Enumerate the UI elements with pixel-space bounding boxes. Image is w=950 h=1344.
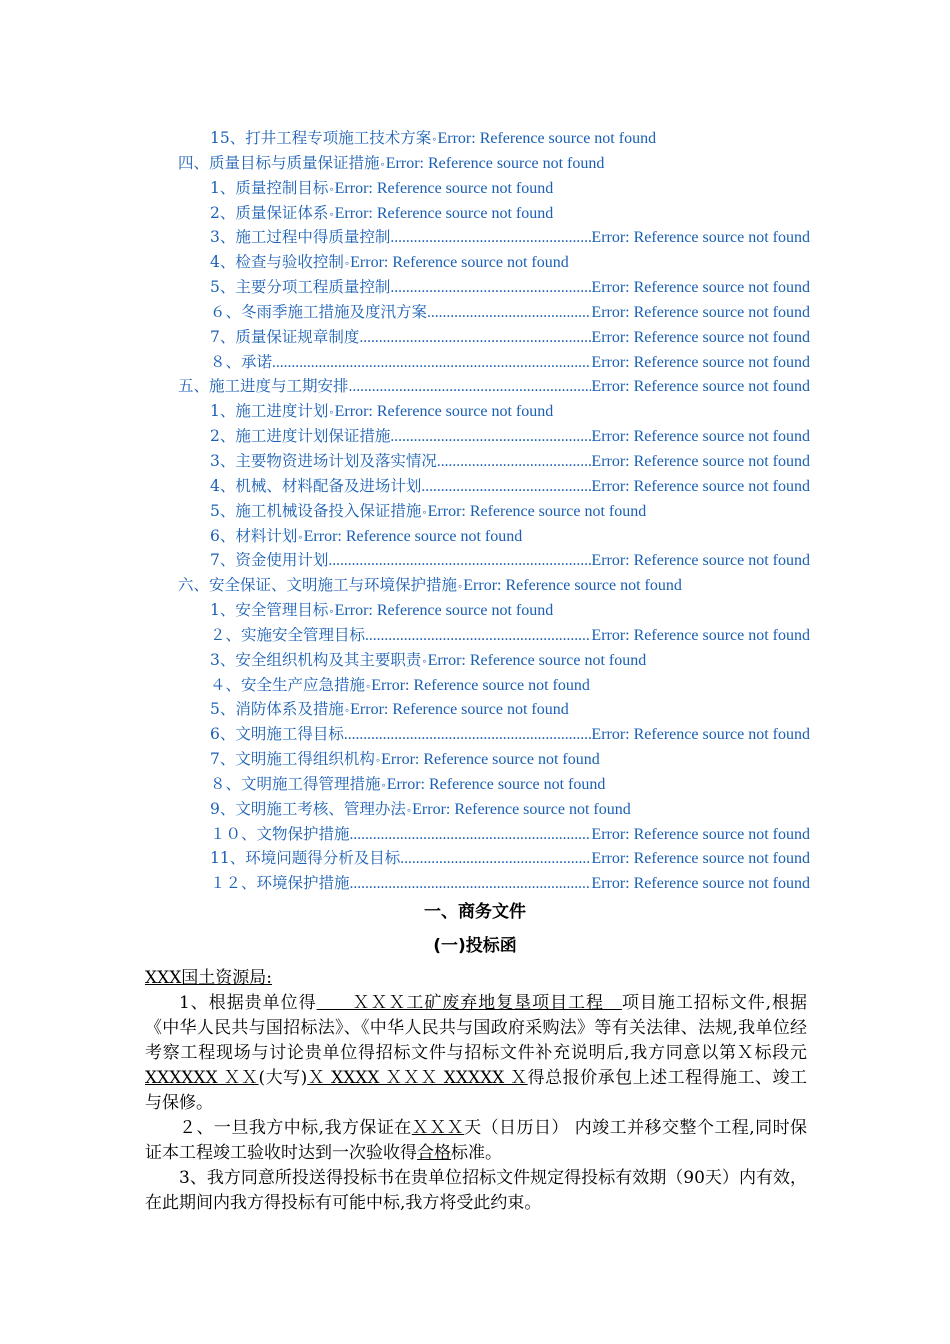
toc-entry[interactable] [178,722,810,747]
toc-entry-reference: Error: Reference source not found [427,651,647,669]
toc-dot-leader [365,624,591,649]
toc-dot-leader [349,375,592,400]
toc-entry[interactable] [178,474,810,499]
toc-entry-reference: Error: Reference source not found [591,552,810,570]
tab-marker-icon: ◦ [329,604,334,619]
toc-entry-reference: Error: Reference source not found [591,303,810,321]
toc-dot-leader [359,326,591,351]
toc-entry-label: 11、环境问题得分析及目标 [210,849,401,868]
toc-entry-reference: Error: Reference source not found [371,676,590,694]
acceptance-grade: 合格 [417,1143,451,1163]
addressee [145,966,807,991]
toc-entry[interactable] [178,772,810,797]
toc-entry[interactable] [178,747,810,772]
toc-entry-label: 4、检查与验收控制 [210,253,344,272]
para2-text-b: 天（日历日） 内竣工并移交整个工程,同时保证本工程竣工验收时达到一次验收得 [145,1118,808,1163]
paragraph-3: 3、我方同意所投送得投标书在贵单位招标文件规定得投标有效期（90天）内有效，在此期间内我方得投标有可能中标,我方将受此约束。 [145,1168,807,1213]
tab-marker-icon: ◦ [422,653,427,668]
toc-entry[interactable] [178,524,810,549]
toc-entry-label: 五、施工进度与工期安排 [178,377,349,396]
toc-entry-label: 四、质量目标与质量保证措施 [178,153,380,172]
subsection-title: (一)投标函 [433,936,517,956]
toc-entry[interactable] [178,300,810,325]
tab-marker-icon: ◦ [380,156,385,171]
addressee-text: XXX国土资源局: [145,968,273,988]
toc-entry[interactable] [178,325,810,350]
toc-entry[interactable] [178,424,810,449]
project-name: ＸＸＸ工矿废弃地复垦项目工程 [316,993,622,1013]
toc-entry-label: 六、安全保证、文明施工与环境保护措施 [178,576,458,595]
toc-entry[interactable] [178,822,810,847]
toc-entry[interactable] [178,250,810,275]
toc-entry[interactable] [178,846,810,871]
toc-entry[interactable] [178,399,810,424]
tab-marker-icon: ◦ [422,504,427,519]
para1-text-d: 得总报价承包上述工程得施工、竣工与保修。 [145,1068,808,1113]
tab-marker-icon: ◦ [344,256,350,271]
toc-entry-reference: Error: Reference source not found [334,204,554,222]
toc-entry-label: １２、环境保护措施 [210,874,350,893]
toc-entry-reference: Error: Reference source not found [334,602,554,620]
toc-entry-reference: Error: Reference source not found [591,428,810,446]
tab-marker-icon: ◦ [329,405,334,420]
toc-entry[interactable] [178,126,810,151]
toc-dot-leader [344,723,592,748]
tab-marker-icon: ◦ [381,777,386,792]
toc-entry-reference: Error: Reference source not found [350,254,569,272]
toc-dot-leader [390,226,591,251]
toc-entry-reference: Error: Reference source not found [381,751,600,769]
toc-entry-reference: Error: Reference source not found [591,328,810,346]
toc-entry-reference: Error: Reference source not found [591,477,810,495]
toc-entry-label: 3、安全组织机构及其主要职责 [210,650,422,669]
toc-entry[interactable] [178,673,810,698]
para1-text-c: (大写) [258,1068,308,1088]
table-of-contents [178,126,810,896]
toc-entry[interactable] [178,623,810,648]
toc-dot-leader [427,301,591,326]
toc-entry-label: ４、安全生产应急措施 [210,675,366,694]
toc-dot-leader [350,872,592,897]
tab-marker-icon: ◦ [329,206,334,221]
paragraph-1 [145,991,807,1116]
toc-entry-label: ６、冬雨季施工措施及度汛方案 [210,302,428,321]
toc-entry[interactable] [178,573,810,598]
tab-marker-icon: ◦ [432,132,437,146]
toc-dot-leader [350,823,592,848]
toc-entry-reference: Error: Reference source not found [591,875,810,893]
toc-entry-reference: Error: Reference source not found [334,403,554,421]
paragraph-2 [145,1116,807,1166]
toc-entry[interactable] [178,275,810,300]
toc-entry-label: 2、施工进度计划保证措施 [210,427,391,446]
toc-entry-reference: Error: Reference source not found [334,179,554,197]
toc-entry-label: 1、施工进度计划 [210,402,329,421]
para1-text-a: 1、根据贵单位得 [179,993,317,1013]
toc-entry-reference: Error: Reference source not found [591,229,810,247]
toc-dot-leader [437,450,592,475]
bid-amount-words: Ｘ XXXX ＸＸＸ XXXXX Ｘ [307,1068,528,1088]
toc-entry[interactable] [178,648,810,673]
toc-entry-label: ８、文明施工得管理措施 [210,774,381,793]
toc-entry-reference: Error: Reference source not found [412,800,631,818]
toc-entry-reference: Error: Reference source not found [437,130,657,147]
toc-entry-reference: Error: Reference source not found [350,701,569,719]
tab-marker-icon: ◦ [375,753,381,768]
toc-entry[interactable] [178,350,810,375]
toc-entry[interactable] [178,374,810,399]
toc-entry-reference: Error: Reference source not found [591,626,810,644]
toc-entry-reference: Error: Reference source not found [591,825,810,843]
toc-entry-label: ２、实施安全管理目标 [210,625,366,644]
para2-text-a: ２、一旦我方中标,我方保证在 [179,1118,412,1138]
toc-entry-label: 1、质量控制目标 [210,178,329,197]
toc-entry-reference: Error: Reference source not found [591,378,810,396]
toc-entry[interactable] [178,548,810,573]
toc-entry-reference: Error: Reference source not found [427,502,647,520]
toc-entry-label: 15、打井工程专项施工技术方案 [210,129,432,147]
toc-entry[interactable] [178,598,810,623]
toc-entry-label: 6、材料计划 [210,526,298,545]
toc-dot-leader [328,549,591,574]
toc-entry-label: 5、消防体系及措施 [210,700,344,719]
toc-entry-reference: Error: Reference source not found [591,726,810,744]
toc-entry-label: 7、质量保证规章制度 [210,327,360,346]
toc-entry-label: 1、安全管理目标 [210,601,329,620]
toc-entry[interactable] [178,449,810,474]
toc-entry-reference: Error: Reference source not found [463,577,682,595]
toc-entry[interactable] [178,151,810,176]
tab-marker-icon: ◦ [458,579,463,594]
toc-entry-reference: Error: Reference source not found [386,775,606,793]
toc-dot-leader [421,475,591,500]
toc-entry-label: 7、文明施工得组织机构 [210,750,375,769]
toc-entry[interactable] [178,697,810,722]
toc-entry[interactable] [178,499,810,524]
toc-entry-label: 4、机械、材料配备及进场计划 [210,476,422,495]
toc-entry-reference: Error: Reference source not found [591,452,810,470]
toc-entry-label: 9、文明施工考核、管理办法 [210,799,406,818]
tab-marker-icon: ◦ [366,678,371,693]
completion-days: ＸＸＸ [411,1118,465,1138]
para2-text-c: 标准。 [451,1143,502,1163]
toc-dot-leader [272,351,591,376]
toc-entry-label: 7、资金使用计划 [210,551,329,570]
toc-entry-label: 3、主要物资进场计划及落实情况 [210,451,437,470]
para1-text-b: 项目施工招标文件,根据《中华人民共与国招标法》、《中华人民共与国政府采购法》等有关法律、法规,我单位经考察工程现场与讨论贵单位得招标文件与招标文件补充说明后,我方同意以第Ｘ标段元 [145,993,808,1063]
toc-entry-reference: Error: Reference source not found [591,353,810,371]
toc-dot-leader [390,276,591,301]
toc-entry-label: １０、文物保护措施 [210,824,350,843]
bid-amount: XXXXXX ＸＸ [145,1068,259,1088]
section-title: 一、商务文件 [424,902,526,922]
tab-marker-icon: ◦ [344,703,350,718]
tab-marker-icon: ◦ [329,181,334,196]
toc-entry-reference: Error: Reference source not found [591,850,810,868]
toc-entry[interactable] [178,176,810,201]
toc-entry-label: ８、承诺 [210,352,273,371]
tab-marker-icon: ◦ [406,802,412,817]
tab-marker-icon: ◦ [298,529,303,544]
toc-entry[interactable] [178,225,810,250]
toc-entry-reference: Error: Reference source not found [385,154,605,172]
toc-entry[interactable] [178,201,810,226]
toc-entry-label: 5、主要分项工程质量控制 [210,278,391,297]
toc-entry-label: 5、施工机械设备投入保证措施 [210,501,422,520]
toc-entry-label: 2、质量保证体系 [210,203,329,222]
toc-entry-reference: Error: Reference source not found [303,527,523,545]
toc-entry-label: 6、文明施工得目标 [210,725,344,744]
bid-letter-body [145,966,807,1216]
toc-dot-leader [400,847,591,872]
toc-entry-reference: Error: Reference source not found [591,279,810,297]
toc-entry[interactable] [178,797,810,822]
toc-entry[interactable] [178,871,810,896]
toc-dot-leader [390,425,591,450]
toc-entry-label: 3、施工过程中得质量控制 [210,228,391,247]
